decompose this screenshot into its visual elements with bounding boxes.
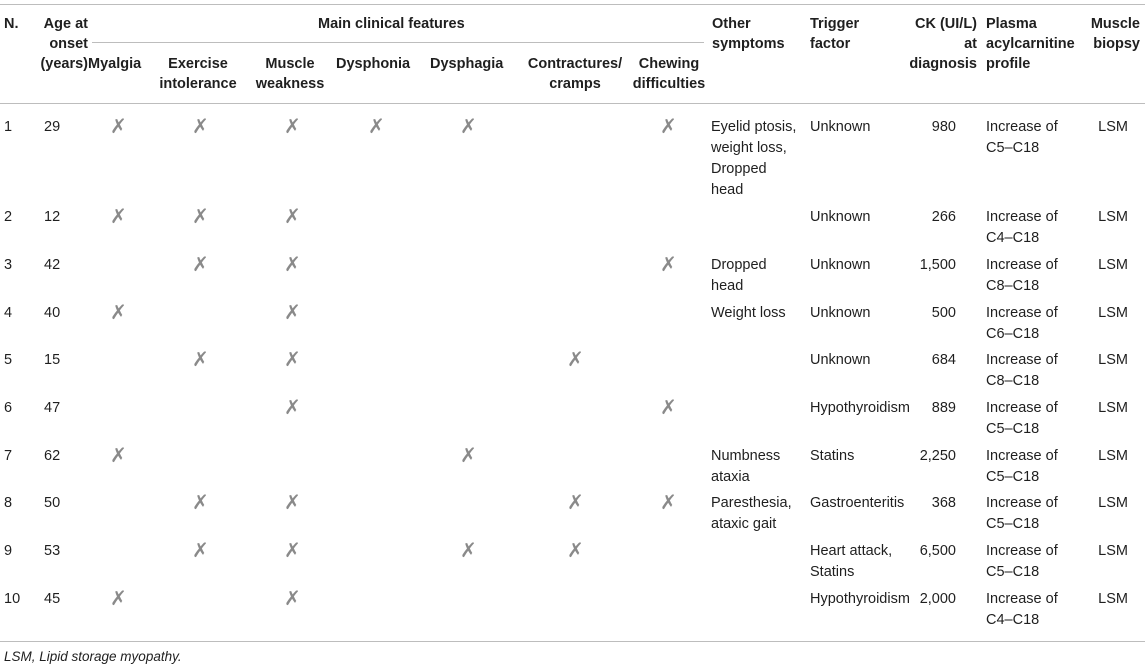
table-top-rule — [0, 4, 1145, 5]
header-myalgia: Myalgia — [88, 56, 142, 72]
mark-muscle-weakness: ✗ — [284, 204, 301, 228]
cell-plasma-profile: Increase of C5–C18 — [986, 543, 1058, 580]
header-muscle-biopsy: Muscle biopsy — [1090, 16, 1140, 52]
cell-biopsy: LSM — [1098, 591, 1128, 607]
mark-chewing-difficulties: ✗ — [660, 490, 677, 514]
header-dysphagia: Dysphagia — [430, 56, 504, 72]
cell-other-symptoms: Dropped head — [711, 257, 767, 294]
mark-exercise-intolerance: ✗ — [192, 252, 209, 276]
cell-trigger-factor: Hypothyroidism — [810, 591, 910, 607]
mark-muscle-weakness: ✗ — [284, 538, 301, 562]
cell-age: 29 — [44, 119, 61, 135]
cell-trigger-factor: Unknown — [810, 257, 871, 273]
mark-muscle-weakness: ✗ — [284, 347, 301, 371]
cell-biopsy: LSM — [1098, 352, 1128, 368]
cell-age: 40 — [44, 305, 61, 321]
cell-n: 10 — [4, 591, 21, 607]
cell-biopsy: LSM — [1098, 543, 1128, 559]
mark-muscle-weakness: ✗ — [284, 300, 301, 324]
mark-muscle-weakness: ✗ — [284, 490, 301, 514]
cell-n: 9 — [4, 543, 13, 559]
cell-biopsy: LSM — [1098, 448, 1128, 464]
cell-trigger-factor: Hypothyroidism — [810, 400, 910, 416]
mark-exercise-intolerance: ✗ — [192, 347, 209, 371]
cell-plasma-profile: Increase of C4–C18 — [986, 591, 1058, 628]
cell-n: 1 — [4, 119, 13, 135]
cell-biopsy: LSM — [1098, 305, 1128, 321]
cell-age: 62 — [44, 448, 61, 464]
cell-ck: 980 — [931, 119, 956, 135]
cell-ck: 6,500 — [919, 543, 956, 559]
mark-contractures-cramps: ✗ — [567, 538, 584, 562]
cell-plasma-profile: Increase of C6–C18 — [986, 305, 1058, 342]
header-exercise-intolerance: Exercise intolerance — [159, 56, 237, 92]
cell-ck: 368 — [931, 495, 956, 511]
header-contractures-cramps: Contractures/ cramps — [527, 56, 623, 92]
cell-n: 6 — [4, 400, 13, 416]
mark-muscle-weakness: ✗ — [284, 395, 301, 419]
cell-other-symptoms: Paresthesia, ataxic gait — [711, 495, 792, 532]
footnote: LSM, Lipid storage myopathy. — [4, 649, 182, 664]
header-n: N. — [4, 16, 19, 32]
cell-biopsy: LSM — [1098, 257, 1128, 273]
cell-plasma-profile: Increase of C8–C18 — [986, 257, 1058, 294]
header-muscle-weakness: Muscle weakness — [255, 56, 325, 92]
cell-plasma-profile: Increase of C8–C18 — [986, 352, 1058, 389]
cell-other-symptoms: Eyelid ptosis, weight loss, Dropped head — [711, 119, 797, 198]
cell-trigger-factor: Unknown — [810, 305, 871, 321]
cell-plasma-profile: Increase of C5–C18 — [986, 495, 1058, 532]
mark-exercise-intolerance: ✗ — [192, 204, 209, 228]
mark-myalgia: ✗ — [110, 443, 127, 467]
mark-myalgia: ✗ — [110, 300, 127, 324]
header-age-at-onset: Age at onset (years) — [40, 16, 88, 72]
cell-age: 12 — [44, 209, 61, 225]
group-underline — [92, 42, 704, 43]
mark-myalgia: ✗ — [110, 204, 127, 228]
cell-biopsy: LSM — [1098, 119, 1128, 135]
cell-trigger-factor: Gastroenteritis — [810, 495, 905, 511]
mark-contractures-cramps: ✗ — [567, 347, 584, 371]
cell-age: 42 — [44, 257, 61, 273]
mark-chewing-difficulties: ✗ — [660, 395, 677, 419]
mark-muscle-weakness: ✗ — [284, 252, 301, 276]
cell-plasma-profile: Increase of C5–C18 — [986, 448, 1058, 485]
cell-trigger-factor: Unknown — [810, 119, 871, 135]
mark-myalgia: ✗ — [110, 586, 127, 610]
cell-n: 5 — [4, 352, 13, 368]
header-plasma-acylcarnitine: Plasma acylcarnitine profile — [986, 16, 1075, 72]
cell-ck: 889 — [931, 400, 956, 416]
cell-other-symptoms: Numbness ataxia — [711, 448, 781, 485]
header-trigger-factor: Trigger factor — [810, 16, 860, 52]
cell-n: 7 — [4, 448, 13, 464]
cell-n: 4 — [4, 305, 13, 321]
cell-age: 53 — [44, 543, 61, 559]
table-bottom-rule — [0, 641, 1145, 642]
cell-age: 15 — [44, 352, 61, 368]
header-ck-at-diagnosis: CK (UI/L) at diagnosis — [909, 16, 977, 72]
mark-dysphagia: ✗ — [460, 443, 477, 467]
cell-other-symptoms: Weight loss — [711, 305, 786, 321]
header-chewing-difficulties: Chewing difficulties — [632, 56, 706, 92]
cell-biopsy: LSM — [1098, 209, 1128, 225]
mark-chewing-difficulties: ✗ — [660, 114, 677, 138]
mark-dysphagia: ✗ — [460, 114, 477, 138]
cell-ck: 684 — [931, 352, 956, 368]
mark-chewing-difficulties: ✗ — [660, 252, 677, 276]
cell-plasma-profile: Increase of C4–C18 — [986, 209, 1058, 246]
cell-ck: 2,000 — [919, 591, 956, 607]
cell-ck: 2,250 — [919, 448, 956, 464]
cell-n: 8 — [4, 495, 13, 511]
cell-age: 45 — [44, 591, 61, 607]
cell-plasma-profile: Increase of C5–C18 — [986, 400, 1058, 437]
cell-n: 3 — [4, 257, 13, 273]
cell-ck: 500 — [931, 305, 956, 321]
header-dysphonia: Dysphonia — [336, 56, 411, 72]
mark-exercise-intolerance: ✗ — [192, 114, 209, 138]
cell-trigger-factor: Unknown — [810, 352, 871, 368]
mark-muscle-weakness: ✗ — [284, 586, 301, 610]
mark-contractures-cramps: ✗ — [567, 490, 584, 514]
cell-biopsy: LSM — [1098, 495, 1128, 511]
cell-plasma-profile: Increase of C5–C18 — [986, 119, 1058, 156]
mark-dysphagia: ✗ — [460, 538, 477, 562]
cell-ck: 266 — [931, 209, 956, 225]
header-bottom-rule — [0, 103, 1145, 104]
cell-trigger-factor: Heart attack, Statins — [810, 543, 893, 580]
mark-exercise-intolerance: ✗ — [192, 490, 209, 514]
header-other-symptoms: Other symptoms — [712, 16, 785, 52]
cell-age: 47 — [44, 400, 61, 416]
cell-age: 50 — [44, 495, 61, 511]
cell-trigger-factor: Statins — [810, 448, 855, 464]
mark-exercise-intolerance: ✗ — [192, 538, 209, 562]
cell-ck: 1,500 — [919, 257, 956, 273]
header-main-clinical-features: Main clinical features — [318, 16, 465, 32]
cell-biopsy: LSM — [1098, 400, 1128, 416]
cell-n: 2 — [4, 209, 13, 225]
mark-dysphonia: ✗ — [368, 114, 385, 138]
cell-trigger-factor: Unknown — [810, 209, 871, 225]
mark-myalgia: ✗ — [110, 114, 127, 138]
mark-muscle-weakness: ✗ — [284, 114, 301, 138]
